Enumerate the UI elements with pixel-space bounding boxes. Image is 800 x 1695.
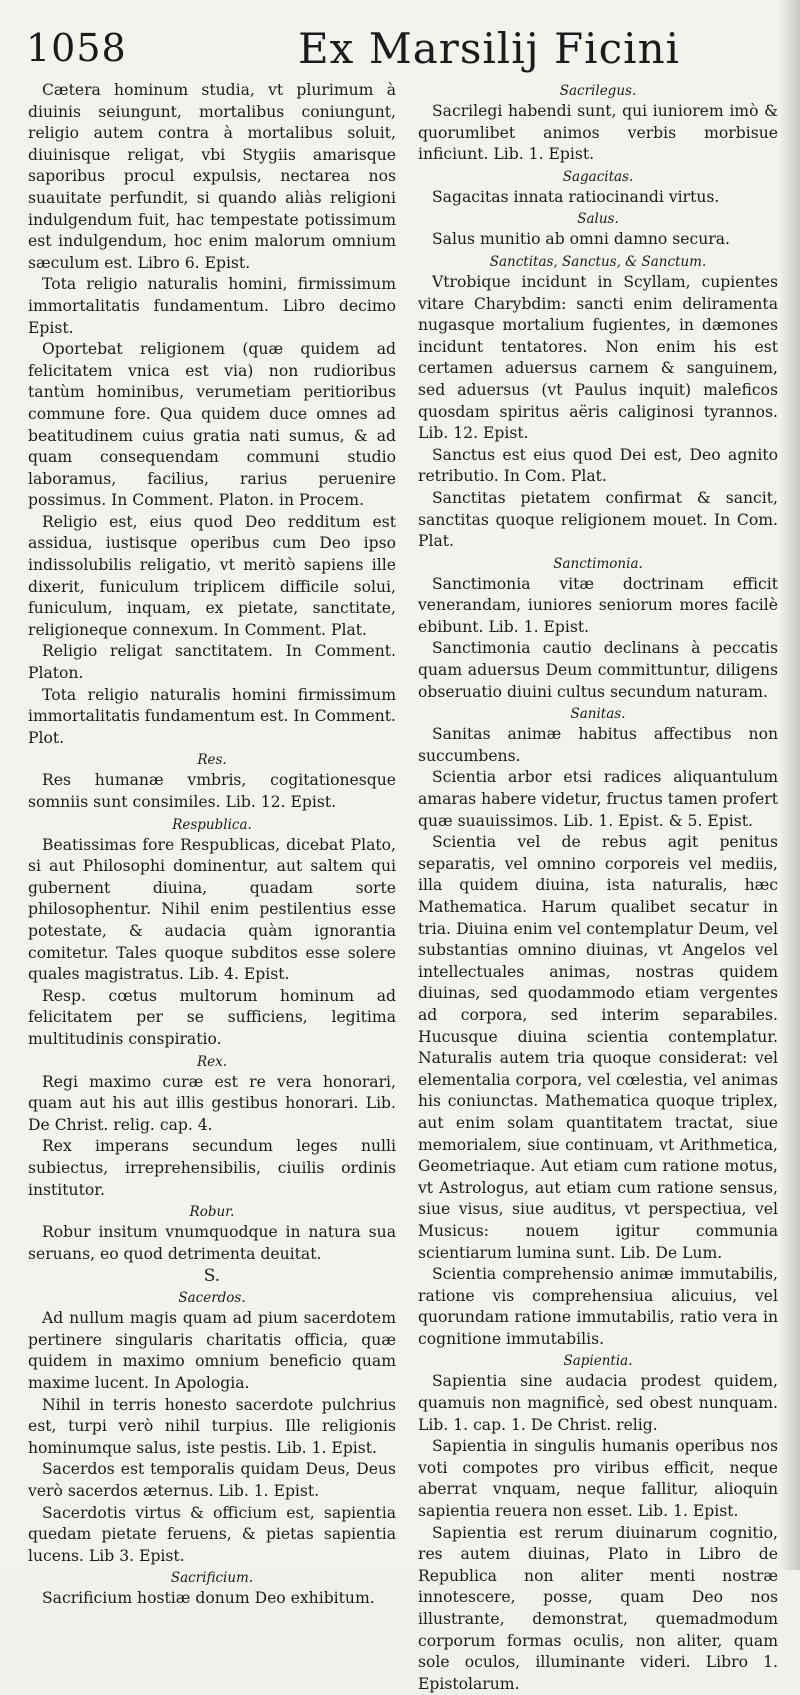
right-column bbox=[418, 80, 778, 1695]
entry-heading: Sanctimonia. bbox=[553, 555, 643, 572]
page-header bbox=[0, 18, 800, 78]
entry-paragraph: Rex imperans secundum leges nulli subiectus, irreprehensibilis, ciuilis ordinis institutor. bbox=[28, 1137, 396, 1199]
entry-paragraph: Scientia comprehensio animæ immutabilis, ratione vis comprehensiua alicuius, vel quorundam ratione immutabilis, ratio vera in cognitione immutabilis. bbox=[418, 1265, 778, 1348]
entry-heading: Sacrificium. bbox=[170, 1570, 254, 1587]
entry-heading: Robur. bbox=[189, 1204, 235, 1221]
entry-paragraph: Sapientia est rerum diuinarum cognitio, res autem diuinas, Plato in Libro de Republica non aliter menti nostræ innotescere, posse, quam Deo nos illustrante, demonstrat, quemadmodum corporum formas oculis, non aliter, quam sole oculos, illuminante videri. Libro 1. Epistolarum. bbox=[418, 1523, 778, 1693]
entry-paragraph: Religio est, eius quod Deo redditum est assidua, iustisque operibus cum Deo ipso indissolubilis religatio, vt meritò sapiens ille dixerit, funiculum triplicem difficile solui, funiculum, inquam, ex pietate, sanctitate, religioneque connexum. In Comment. Plat. bbox=[28, 512, 396, 639]
page-number: 1058 bbox=[26, 26, 127, 70]
entry-paragraph: Sacrilegi habendi sunt, qui iuniorem imò & quorumlibet animos verbis morbisue inficiunt. Lib. 1. Epist. bbox=[418, 102, 778, 164]
entry-paragraph: Sanitas animæ habitus affectibus non succumbens. bbox=[418, 725, 778, 765]
entry-paragraph: Ad nullum magis quam ad pium sacerdotem pertinere singularis charitatis officia, quæ quidem in maximo omnium beneficio quam maxime lucent. In Apologia. bbox=[28, 1309, 396, 1393]
left-column bbox=[28, 80, 396, 1610]
entry-paragraph: Scientia vel de rebus agit penitus separatis, vel omnino corporeis vel mediis, illa quidem diuina, ista naturalis, hæc Mathematica. Harum qualibet secatur in tria. Diuina enim vel contemplatur Deum, vel substantias omnino diuinas, vt Angelos vel intellectuales animas, nostras quidem diuinas, sed quodammodo etiam vergentes ad corpora, sed interim separabiles. Hucusque diuina scientia contemplatur. Naturalis autem tria quoque considerat: vel elementalia corpora, vel cœlestia, vel animas his coniunctas. Mathematica quoque triplex, aut enim solam quantitatem tractat, siue memorialem, siue continuam, vt Arithmetica, Geometriaque. Aut etiam cum ratione motus, vt Astrologus, aut etiam cum ratione sensus, siue visus, siue auditus, vt perspectiua, vel Musicus: nouem igitur communia scientiarum lumina sunt. Lib. De Lum. bbox=[418, 833, 778, 1262]
entry-paragraph: Nihil in terris honesto sacerdote pulchrius est, turpi verò nihil turpius. Ille religionis hominumque salus, iste pestis. Lib. 1. Epist. bbox=[28, 1395, 396, 1457]
entry-heading: Respublica. bbox=[172, 816, 252, 833]
entry-paragraph: Tota religio naturalis homini firmissimum immortalitatis fundamentum est. In Comment. Plot. bbox=[28, 685, 396, 747]
entry-paragraph: Sapientia in singulis humanis operibus nos voti compotes pro viribus efficit, neque aberrat vnquam, neque fallitur, alioquin sapientia reuera non esset. Lib. 1. Epist. bbox=[418, 1437, 778, 1521]
section-letter: S. bbox=[203, 1266, 221, 1287]
page-edge-shadow bbox=[778, 0, 800, 1570]
running-title: Ex Marsilij Ficini bbox=[298, 24, 681, 73]
entry-paragraph: Sacrificium hostiæ donum Deo exhibitum. bbox=[42, 1589, 375, 1608]
entry-heading: Sanctitas, Sanctus, & Sanctum. bbox=[489, 253, 707, 270]
entry-paragraph: Cætera hominum studia, vt plurimum à diuinis seiungunt, mortalibus coniungunt, religio autem contra à mortalibus soluit, diuinisque religat, vbi Stygiis amarisque saporibus procul expulsis, nectarea nos suauitate perfundit, si quando aliàs religioni indulgendum fuit, hac tempestate potissimum est indulgendum, hoc enim malorum omnium sæculum est. Libro 6. Epist. bbox=[28, 81, 396, 272]
entry-paragraph: Sanctus est eius quod Dei est, Deo agnito retributio. In Com. Plat. bbox=[418, 445, 778, 486]
entry-paragraph: Regi maximo curæ est re vera honorari, quam aut his aut illis gestibus honorari. Lib. De Christ. relig. cap. 4. bbox=[28, 1072, 396, 1134]
entry-paragraph: Sacerdos est temporalis quidam Deus, Deus verò sacerdos æternus. Lib. 1. Epist. bbox=[28, 1460, 396, 1501]
entry-heading: Sapientia. bbox=[563, 1353, 633, 1370]
entry-heading: Sagacitas. bbox=[562, 168, 634, 185]
entry-heading: Res. bbox=[197, 752, 227, 769]
entry-heading: Sacerdos. bbox=[178, 1290, 246, 1307]
entry-paragraph: Robur insitum vnumquodque in natura sua seruans, eo quod detrimenta deuitat. bbox=[28, 1223, 396, 1263]
entry-paragraph: Vtrobique incidunt in Scyllam, cupientes vitare Charybdim: sancti enim deliramenta nugasque mortalium fugientes, in dæmones incidunt tentatores. Non enim his est certamen aduersus carnem & sanguinem, sed aduersus (vt Paulus inquit) maleficos quosdam spiritus aëris caliginosi tyrannos. Lib. 12. Epist. bbox=[418, 272, 778, 443]
entry-heading: Sanitas. bbox=[570, 706, 626, 723]
entry-paragraph: Religio religat sanctitatem. In Comment. Platon. bbox=[28, 642, 396, 683]
entry-paragraph: Scientia arbor etsi radices aliquantulum amaras habere videtur, fructus tamen profert quæ suauissimos. Lib. 1. Epist. & 5. Epist. bbox=[418, 768, 778, 830]
entry-paragraph: Oportebat religionem (quæ quidem ad felicitatem vnica est via) non rudioribus tantùm hominibus, verumetiam peritioribus commune fore. Qua quidem duce omnes ad beatitudinem cuius gratia nati sumus, & ad quam consequendam communi studio laboramus, facilius, rarius peruenire possimus. In Comment. Platon. in Procem. bbox=[28, 340, 396, 510]
entry-heading: Sacrilegus. bbox=[559, 83, 637, 99]
entry-paragraph: Tota religio naturalis homini, firmissimum immortalitatis fundamentum. Libro decimo Epist. bbox=[28, 275, 396, 337]
entry-heading: Rex. bbox=[196, 1053, 228, 1070]
entry-paragraph: Sanctimonia vitæ doctrinam efficit venerandam, iuniores seniorum mores facilè ebibunt. Lib. 1. Epist. bbox=[418, 574, 778, 636]
entry-paragraph: Sagacitas innata ratiocinandi virtus. bbox=[432, 187, 720, 206]
entry-paragraph: Salus munitio ab omni damno secura. bbox=[432, 230, 730, 249]
entry-paragraph: Sapientia sine audacia prodest quidem, quamuis non magnificè, sed obest nunquam. Lib. 1. cap. 1. De Christ. relig. bbox=[418, 1372, 778, 1434]
entry-paragraph: Beatissimas fore Respublicas, dicebat Plato, si aut Philosophi dominentur, aut saltem qui gubernent diuina, quadam sorte philosophentur. Nihil enim pestilentius esse potestate, & audacia quàm ignorantia comitetur. Tales quoque subditos esse solere quales magistratus. Lib. 4. Epist. bbox=[28, 835, 396, 984]
entry-paragraph: Res humanæ vmbris, cogitationesque somniis sunt consimiles. Lib. 12. Epist. bbox=[28, 771, 396, 811]
entry-heading: Salus. bbox=[577, 211, 619, 228]
entry-paragraph: Sacerdotis virtus & officium est, sapientia quedam pietate feruens, & pietas sapientia lucens. Lib 3. Epist. bbox=[28, 1503, 396, 1565]
entry-paragraph: Sanctimonia cautio declinans à peccatis quam aduersus Deum committuntur, diligens obseruatio diuini cultus secundum naturam. bbox=[418, 639, 778, 701]
entry-paragraph: Sanctitas pietatem confirmat & sancit, sanctitas quoque religionem mouet. In Com. Plat. bbox=[418, 488, 778, 551]
entry-paragraph: Resp. cœtus multorum hominum ad felicitatem per se sufficiens, legitima multitudinis conspiratio. bbox=[28, 986, 396, 1048]
